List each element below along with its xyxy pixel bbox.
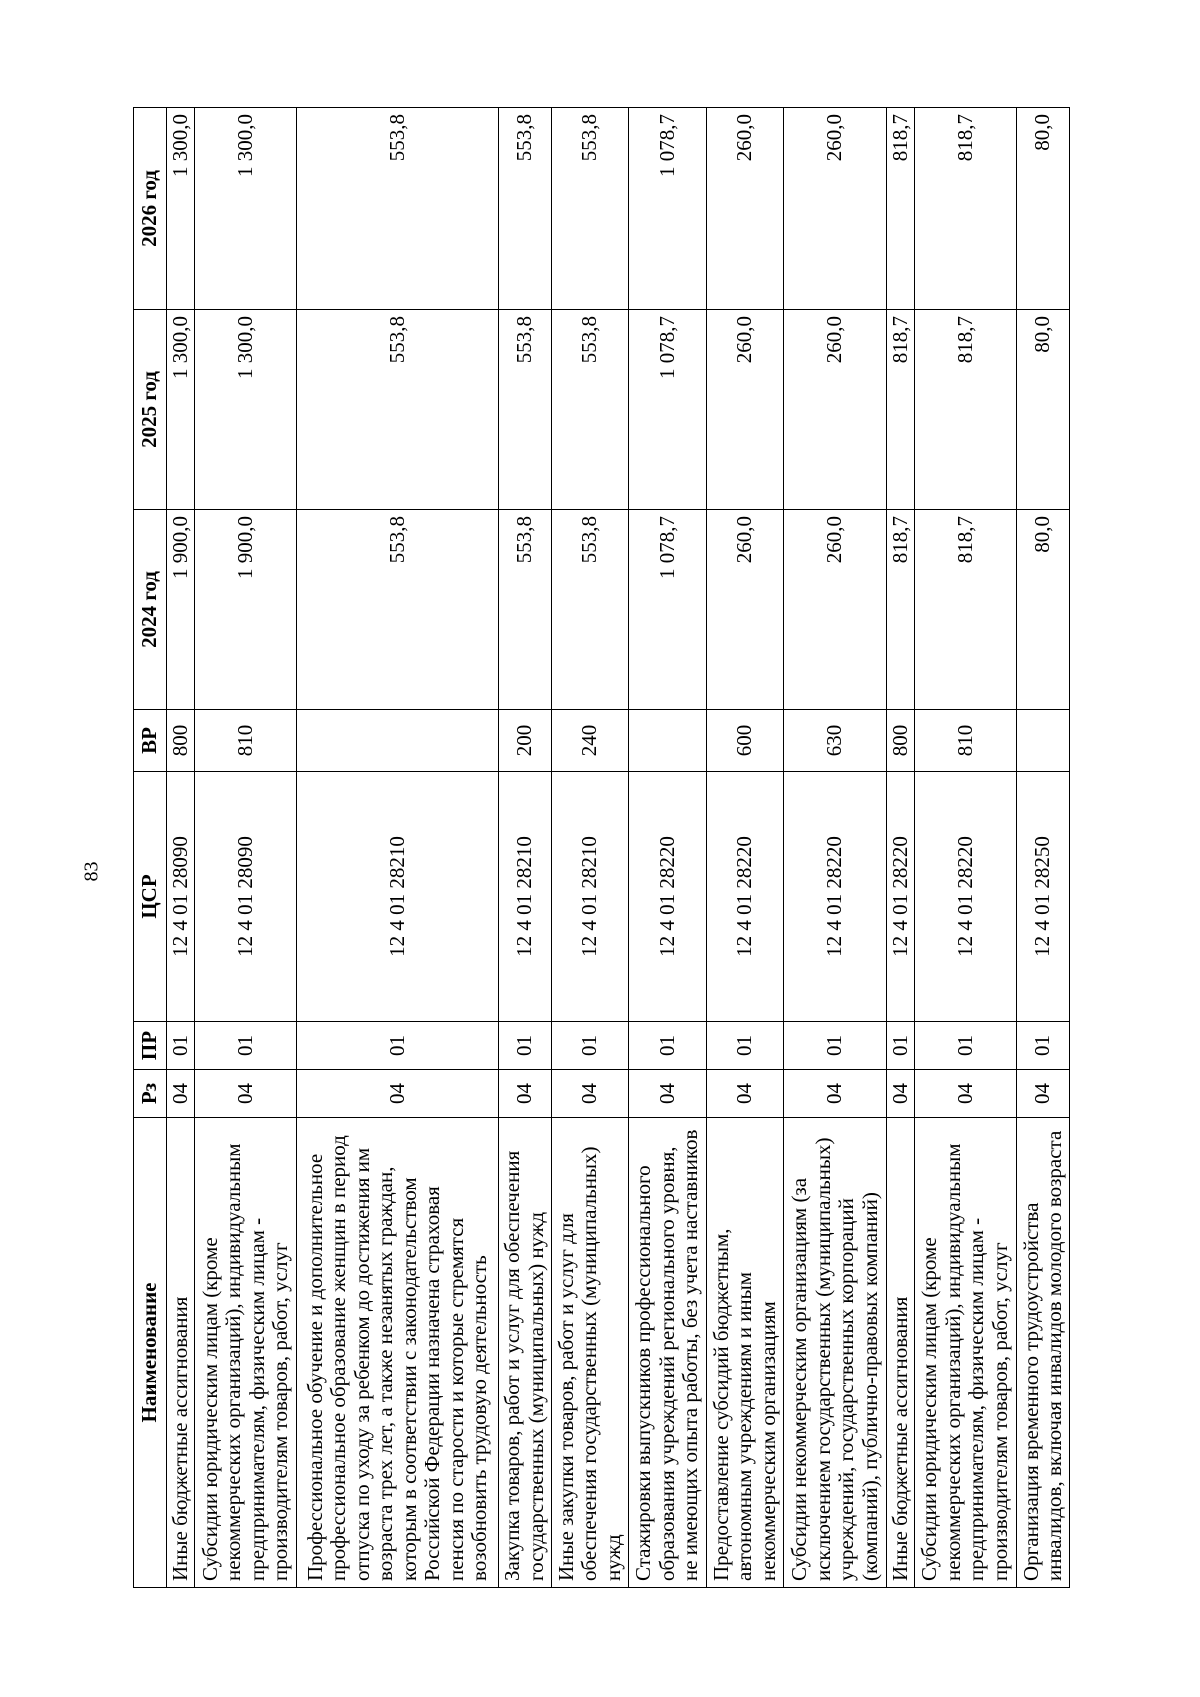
- cell-vr: 800: [886, 710, 914, 772]
- cell-vr: 800: [167, 710, 195, 772]
- cell-vr: 600: [706, 710, 784, 772]
- cell-2025: 818,7: [886, 310, 914, 510]
- cell-pr: 01: [1017, 1022, 1070, 1070]
- cell-2026: 1 078,7: [629, 108, 707, 310]
- table-row: [551, 108, 629, 1588]
- cell-2025: 1 300,0: [167, 310, 195, 510]
- cell-pr: 01: [498, 1022, 551, 1070]
- cell-2026: 553,8: [551, 108, 629, 310]
- cell-name: Закупка товаров, работ и услуг для обеспечения государственных (муниципальных) нужд: [498, 1118, 551, 1588]
- cell-2025: 553,8: [498, 310, 551, 510]
- table-row: [914, 108, 1016, 1588]
- cell-2024: 818,7: [914, 510, 1016, 710]
- cell-rz: 04: [498, 1070, 551, 1118]
- cell-csr: 12 4 01 28220: [886, 772, 914, 1022]
- cell-2025: 1 078,7: [629, 310, 707, 510]
- cell-vr: [297, 710, 499, 772]
- header-2025: 2025 год: [134, 310, 167, 510]
- cell-2024: 1 900,0: [167, 510, 195, 710]
- cell-2024: 818,7: [886, 510, 914, 710]
- budget-table: [133, 107, 1070, 1588]
- table-header-row: [134, 108, 167, 1588]
- cell-pr: 01: [629, 1022, 707, 1070]
- table-row: [784, 108, 886, 1588]
- cell-2025: 260,0: [706, 310, 784, 510]
- cell-name: Иные бюджетные ассигнования: [167, 1118, 195, 1588]
- cell-rz: 04: [706, 1070, 784, 1118]
- cell-csr: 12 4 01 28220: [629, 772, 707, 1022]
- page-number: 83: [80, 861, 103, 882]
- cell-2025: 1 300,0: [194, 310, 296, 510]
- cell-pr: 01: [914, 1022, 1016, 1070]
- cell-2026: 80,0: [1017, 108, 1070, 310]
- cell-csr: 12 4 01 28220: [914, 772, 1016, 1022]
- table-row: [297, 108, 499, 1588]
- cell-csr: 12 4 01 28090: [194, 772, 296, 1022]
- cell-2026: 818,7: [886, 108, 914, 310]
- cell-vr: [629, 710, 707, 772]
- cell-2025: 80,0: [1017, 310, 1070, 510]
- cell-2024: 260,0: [784, 510, 886, 710]
- cell-rz: 04: [1017, 1070, 1070, 1118]
- header-2026: 2026 год: [134, 108, 167, 310]
- cell-vr: [1017, 710, 1070, 772]
- rotated-table-container: [133, 108, 1070, 1588]
- cell-pr: 01: [784, 1022, 886, 1070]
- cell-csr: 12 4 01 28220: [784, 772, 886, 1022]
- header-pr: ПР: [134, 1022, 167, 1070]
- header-name: Наименование: [134, 1118, 167, 1588]
- cell-rz: 04: [784, 1070, 886, 1118]
- cell-rz: 04: [886, 1070, 914, 1118]
- cell-vr: 630: [784, 710, 886, 772]
- table-row: [167, 108, 195, 1588]
- cell-csr: 12 4 01 28210: [297, 772, 499, 1022]
- header-2024: 2024 год: [134, 510, 167, 710]
- cell-name: Субсидии юридическим лицам (кроме некоммерческих организаций), индивидуальным предпринимателям, физическим лицам - производителям товаров, работ, услуг: [194, 1118, 296, 1588]
- cell-2024: 553,8: [551, 510, 629, 710]
- cell-csr: 12 4 01 28090: [167, 772, 195, 1022]
- cell-name: Иные бюджетные ассигнования: [886, 1118, 914, 1588]
- cell-2026: 1 300,0: [194, 108, 296, 310]
- cell-name: Предоставление субсидий бюджетным, автономным учреждениям и иным некоммерческим организациям: [706, 1118, 784, 1588]
- cell-2024: 553,8: [297, 510, 499, 710]
- cell-csr: 12 4 01 28250: [1017, 772, 1070, 1022]
- cell-2026: 553,8: [297, 108, 499, 310]
- cell-2025: 818,7: [914, 310, 1016, 510]
- cell-name: Иные закупки товаров, работ и услуг для обеспечения государственных (муниципальных) нужд: [551, 1118, 629, 1588]
- cell-2024: 80,0: [1017, 510, 1070, 710]
- table-row: [498, 108, 551, 1588]
- table-row: [629, 108, 707, 1588]
- cell-csr: 12 4 01 28220: [706, 772, 784, 1022]
- cell-csr: 12 4 01 28210: [498, 772, 551, 1022]
- cell-2024: 1 078,7: [629, 510, 707, 710]
- cell-2025: 553,8: [297, 310, 499, 510]
- cell-vr: 200: [498, 710, 551, 772]
- cell-vr: 810: [194, 710, 296, 772]
- cell-name: Профессиональное обучение и дополнительное профессиональное образование женщин в период отпуска по уходу за ребенком до достижения им возраста трех лет, а также незанятых граждан, которым в соответствии с законодательством Российской Федерации назначена страховая пенсия по старости и которые стремятся возобновить трудовую деятельность: [297, 1118, 499, 1588]
- cell-name: Стажировки выпускников профессионального образования учреждений регионального уровня, не имеющих опыта работы, без учета наставников: [629, 1118, 707, 1588]
- cell-pr: 01: [706, 1022, 784, 1070]
- cell-pr: 01: [297, 1022, 499, 1070]
- cell-pr: 01: [167, 1022, 195, 1070]
- cell-2026: 553,8: [498, 108, 551, 310]
- cell-name: Субсидии юридическим лицам (кроме некоммерческих организаций), индивидуальным предпринимателям, физическим лицам - производителям товаров, работ, услуг: [914, 1118, 1016, 1588]
- header-rz: Рз: [134, 1070, 167, 1118]
- cell-2025: 260,0: [784, 310, 886, 510]
- cell-2026: 818,7: [914, 108, 1016, 310]
- table-row: [1017, 108, 1070, 1588]
- cell-pr: 01: [551, 1022, 629, 1070]
- cell-rz: 04: [194, 1070, 296, 1118]
- cell-2026: 1 300,0: [167, 108, 195, 310]
- cell-2024: 260,0: [706, 510, 784, 710]
- cell-rz: 04: [629, 1070, 707, 1118]
- cell-2026: 260,0: [784, 108, 886, 310]
- cell-pr: 01: [194, 1022, 296, 1070]
- cell-2024: 553,8: [498, 510, 551, 710]
- cell-vr: 240: [551, 710, 629, 772]
- table-row: [194, 108, 296, 1588]
- cell-vr: 810: [914, 710, 1016, 772]
- table-row: [886, 108, 914, 1588]
- cell-rz: 04: [914, 1070, 1016, 1118]
- cell-name: Организация временного трудоустройства инвалидов, включая инвалидов молодого возраста: [1017, 1118, 1070, 1588]
- cell-rz: 04: [551, 1070, 629, 1118]
- cell-rz: 04: [297, 1070, 499, 1118]
- header-vr: ВР: [134, 710, 167, 772]
- cell-2026: 260,0: [706, 108, 784, 310]
- cell-pr: 01: [886, 1022, 914, 1070]
- cell-name: Субсидии некоммерческим организациям (за исключением государственных (муниципальных) учреждений, государственных корпораций (компаний), публично-правовых компаний): [784, 1118, 886, 1588]
- header-csr: ЦСР: [134, 772, 167, 1022]
- cell-rz: 04: [167, 1070, 195, 1118]
- cell-csr: 12 4 01 28210: [551, 772, 629, 1022]
- cell-2025: 553,8: [551, 310, 629, 510]
- cell-2024: 1 900,0: [194, 510, 296, 710]
- table-row: [706, 108, 784, 1588]
